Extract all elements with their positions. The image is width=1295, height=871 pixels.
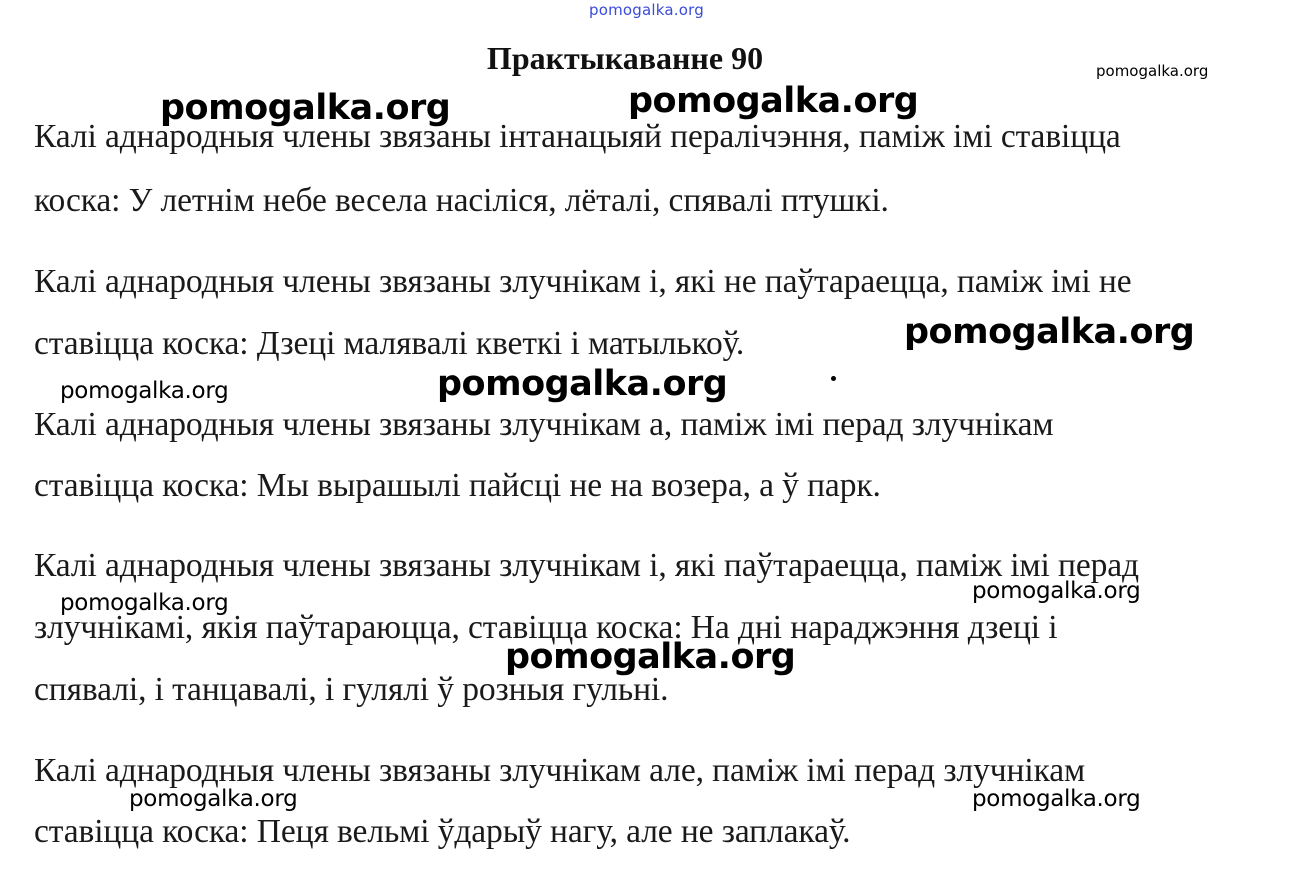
paragraph-1-line-2: коска: У летнім небе весела насіліся, лёталі, спявалі птушкі. (34, 182, 889, 219)
stray-dot (831, 376, 836, 381)
watermark-text: pomogalka.org (60, 590, 229, 616)
watermark-text: pomogalka.org (129, 786, 298, 812)
paragraph-4-line-1: Калі аднародныя члены звязаны злучнікам і, які паўтараецца, паміж імі перад (34, 547, 1139, 584)
watermark-text: pomogalka.org (60, 378, 229, 404)
paragraph-3-line-1: Калі аднародныя члены звязаны злучнікам а, паміж імі перад злучнікам (34, 406, 1054, 443)
top-site-link[interactable]: pomogalka.org (589, 1, 704, 19)
watermark-text: pomogalka.org (1096, 62, 1209, 80)
page-title: Практыкаванне 90 (486, 40, 764, 76)
paragraph-4-line-2: злучнікамі, якія паўтараюцца, ставіцца коска: На дні нараджэння дзеці і (34, 609, 1058, 646)
watermark-text: pomogalka.org (628, 81, 919, 121)
watermark-text: pomogalka.org (505, 637, 796, 677)
watermark-text: pomogalka.org (160, 88, 451, 128)
paragraph-2-line-1: Калі аднародныя члены звязаны злучнікам і, які не паўтараецца, паміж імі не (34, 263, 1132, 300)
paragraph-5-line-2: ставіцца коска: Пеця вельмі ўдарыў нагу, але не заплакаў. (34, 813, 851, 850)
watermark-text: pomogalka.org (972, 786, 1141, 812)
watermark-text: pomogalka.org (437, 364, 728, 404)
paragraph-2-line-2: ставіцца коска: Дзеці малявалі кветкі і матылькоў. (34, 325, 745, 362)
paragraph-5-line-1: Калі аднародныя члены звязаны злучнікам але, паміж імі перад злучнікам (34, 752, 1086, 789)
watermark-text: pomogalka.org (904, 312, 1195, 352)
watermark-text: pomogalka.org (972, 578, 1141, 604)
paragraph-1-line-1: Калі аднародныя члены звязаны інтанацыяй пералічэння, паміж імі ставіцца (34, 118, 1121, 155)
paragraph-3-line-2: ставіцца коска: Мы вырашылі пайсці не на возера, а ў парк. (34, 467, 881, 504)
paragraph-4-line-3: спявалі, і танцавалі, і гулялі ў розныя гульні. (34, 671, 669, 708)
